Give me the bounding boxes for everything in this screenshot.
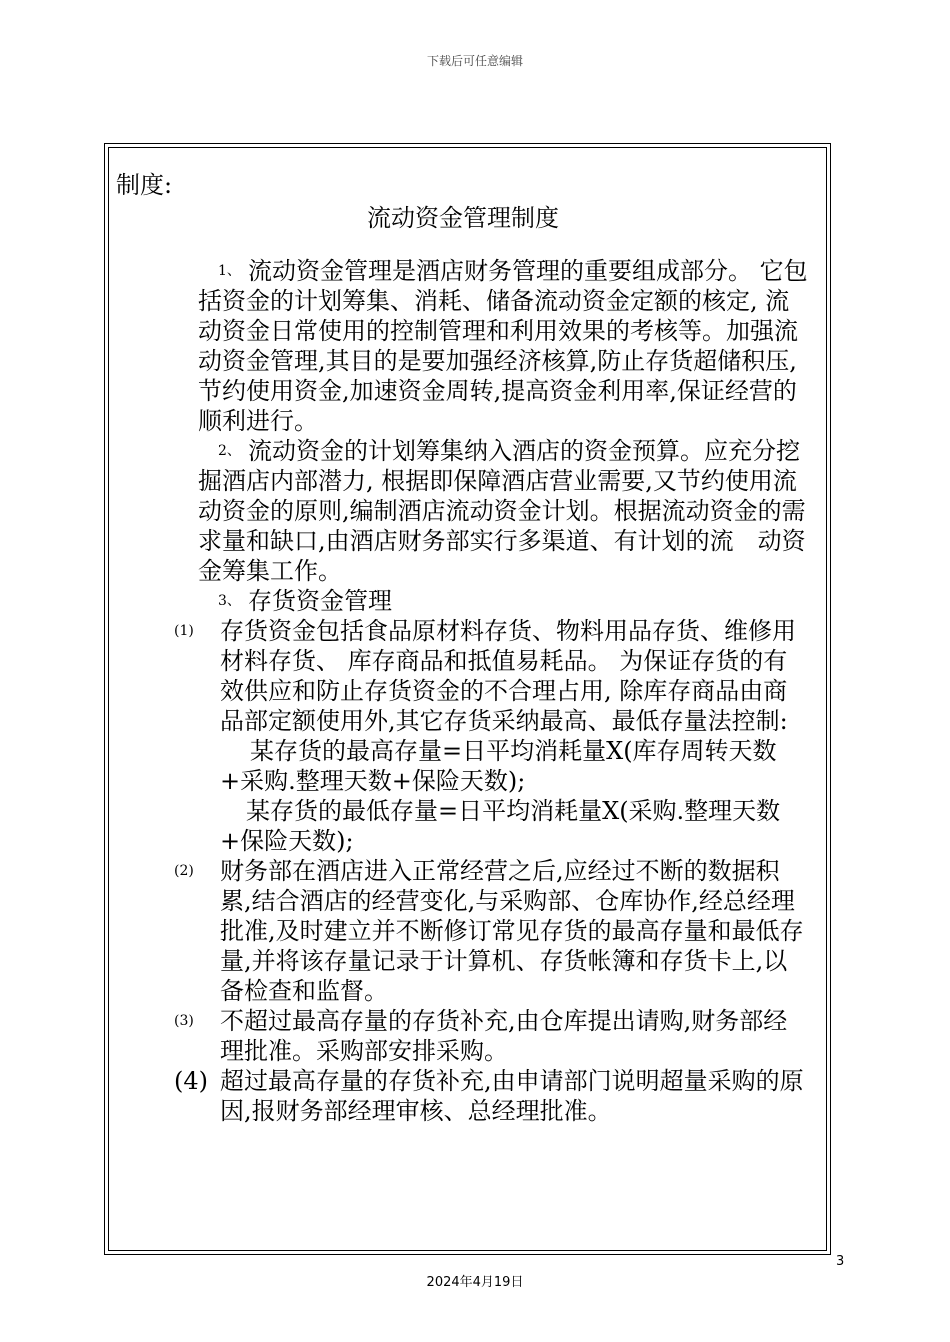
header-note: 下载后可任意编辑 [426, 54, 523, 68]
sub-list-item [116, 1066, 810, 1126]
sub-list-text: 财务部在酒店进入正常经营之后,应经过不断的数据积累,结合酒店的经营变化,与采购部、仓库协作,经总经理批准,及时建立并不断修订常见存货的最高存量和最低存量,并将该存量记录于计算机、存货帐簿和存货卡上,以备检查和监督。 [220, 857, 804, 1005]
sub-list-number: (1) [174, 623, 194, 639]
sub-list-text: 不超过最高存量的存货补充,由仓库提出请购,财务部经理批准。采购部安排采购。 [220, 1007, 788, 1065]
list-item [116, 436, 810, 586]
list-number: 2、 [218, 443, 241, 459]
document-body [116, 170, 810, 1126]
list-item [116, 586, 810, 616]
footer-date: 2024年4月19日 [426, 1275, 524, 1290]
list-text: 存货资金管理 [248, 587, 392, 615]
list-text: 流动资金管理是酒店财务管理的重要组成部分。 它包括资金的计划筹集、消耗、储备流动资金定额的核定, 流动资金日常使用的控制管理和利用效果的考核等。加强流动资金管理,其目的是要加强经济核算,防止存货超储积压, 节约使用资金,加速资金周转,提高资金利用率,保证经营的顺利进行。 [198, 257, 808, 435]
sub-list-item [116, 856, 810, 1006]
document-title: 流动资金管理制度 [367, 204, 559, 232]
sub-list-text: 超过最高存量的存货补充,由申请部门说明超量采购的原因,报财务部经理审核、总经理批准。 [220, 1067, 804, 1125]
formula-max-stock: 某存货的最高存量=日平均消耗量X(库存周转天数+采购.整理天数+保险天数); [220, 737, 777, 795]
list-text: 流动资金的计划筹集纳入酒店的资金预算。应充分挖掘酒店内部潜力, 根据即保障酒店营业需要,又节约使用流动资金的原则,编制酒店流动资金计划。根据流动资金的需求量和缺口,由酒店财务部实行多渠道、有计划的流 动资金筹集工作。 [198, 437, 806, 585]
list-item [116, 256, 810, 436]
list-number: 3、 [218, 593, 241, 609]
sub-list-number: (3) [174, 1013, 194, 1029]
sub-list-item [116, 616, 810, 736]
section-label: 制度: [116, 171, 173, 199]
sub-list-number: (4) [174, 1067, 208, 1095]
formula-min-stock: 某存货的最低存量=日平均消耗量X(采购.整理天数+保险天数); [220, 797, 781, 855]
page-number: 3 [836, 1254, 845, 1269]
list-number: 1、 [218, 263, 241, 279]
sub-list-item [116, 1006, 810, 1066]
sub-list-number: (2) [174, 863, 194, 879]
sub-list-text: 存货资金包括食品原材料存货、物料用品存货、维修用材料存货、 库存商品和抵值易耗品。 为保证存货的有效供应和防止存货资金的不合理占用, 除库存商品由商品部定额使用外,其它存货采纳最高、最低存量法控制: [220, 617, 796, 735]
